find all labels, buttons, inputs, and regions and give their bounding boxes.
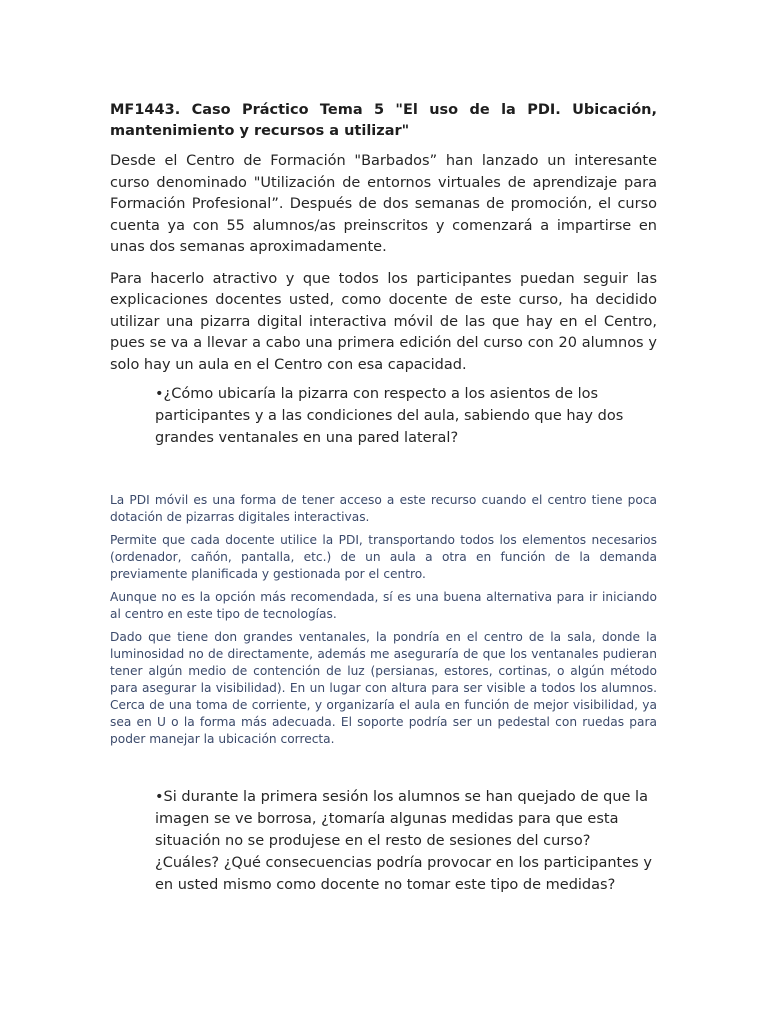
answer-block (110, 492, 657, 748)
answer-paragraph: Aunque no es la opción más recomendada, sí es una buena alternativa para ir iniciando al centro en este tipo de tecnologías. (110, 590, 657, 621)
answer-paragraph: La PDI móvil es una forma de tener acceso a este recurso cuando el centro tiene poca dotación de pizarras digitales interactivas. (110, 493, 657, 524)
document-title: MF1443. Caso Práctico Tema 5 "El uso de la PDI. Ubicación, mantenimiento y recursos a utilizar" (110, 102, 657, 139)
question-2: •Si durante la primera sesión los alumnos se han quejado de que la imagen se ve borrosa, ¿tomaría algunas medidas para que esta situación no se produjese en el resto de sesiones del curso? ¿Cuáles? ¿Qué consecuencias podría provocar en los participantes y en usted mismo como docente no tomar este tipo de medidas? (155, 789, 652, 893)
answer-paragraph: Permite que cada docente utilice la PDI, transportando todos los elementos necesarios (ordenador, cañón, pantalla, etc.) de un aula a otra en función de la demanda previamente planificada y gestionada por el centro. (110, 533, 657, 581)
question-1: •¿Cómo ubicaría la pizarra con respecto a los asientos de los participantes y a las condiciones del aula, sabiendo que hay dos grandes ventanales en una pared lateral? (155, 386, 624, 446)
answer-paragraph: Dado que tiene don grandes ventanales, la pondría en el centro de la sala, donde la luminosidad no de directamente, además me aseguraría de que los ventanales pudieran tener algún medio de contención de luz (persianas, estores, cortinas, o algún método para asegurar la visibilidad). En un lugar con altura para ser visible a todos los alumnos. Cerca de una toma de corriente, y organizaría el aula en función de mejor visibilidad, ya sea en U o la forma más adecuada. El soporte podría ser un pedestal con ruedas para poder manejar la ubicación correcta. (110, 630, 657, 746)
document-page (110, 100, 657, 896)
context-paragraph: Para hacerlo atractivo y que todos los participantes puedan seguir las explicaciones docentes usted, como docente de este curso, ha decidido utilizar una pizarra digital interactiva móvil de las que hay en el Centro, pues se va a llevar a cabo una primera edición del curso con 20 alumnos y solo hay un aula en el Centro con esa capacidad. (110, 270, 657, 373)
intro-paragraph: Desde el Centro de Formación "Barbados” han lanzado un interesante curso denominado "Utilización de entornos virtuales de aprendizaje para Formación Profesional”. Después de dos semanas de promoción, el curso cuenta ya con 55 alumnos/as preinscritos y comenzará a impartirse en unas dos semanas aproximadamente. (110, 153, 657, 255)
